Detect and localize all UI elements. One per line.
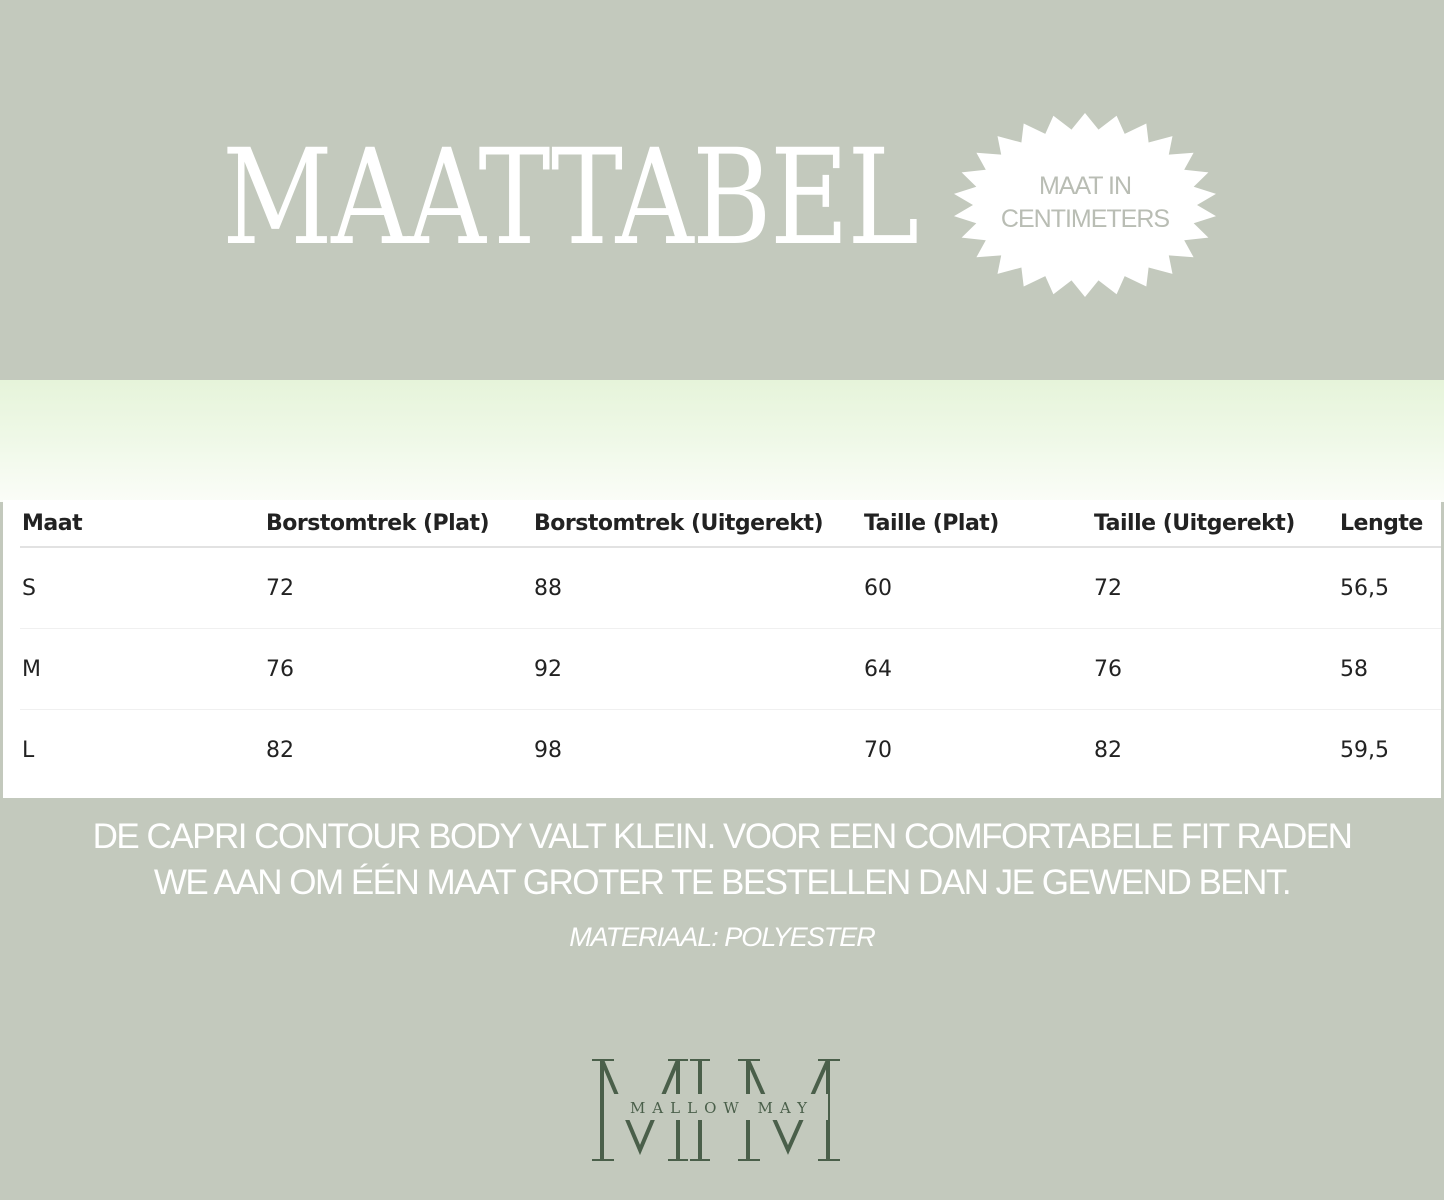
table-cell: 58: [1338, 629, 1441, 710]
size-table-panel: [3, 500, 1441, 798]
brand-name: MALLOW MAY: [629, 1099, 815, 1117]
header-taille-plat: Taille (Plat): [862, 500, 1092, 547]
header-band: [0, 380, 1444, 502]
table-cell: M: [20, 629, 264, 710]
header-borstomtrek-plat: Borstomtrek (Plat): [264, 500, 532, 547]
fit-advice-line-2: WE AAN OM ÉÉN MAAT GROTER TE BESTELLEN DAN JE GEWEND BENT.: [153, 863, 1291, 902]
badge-text: [952, 170, 1218, 236]
table-cell: 60: [862, 547, 1092, 629]
table-cell: 76: [1092, 629, 1338, 710]
badge-line-2: CENTIMETERS: [1000, 205, 1170, 233]
table-cell: S: [20, 547, 264, 629]
table-row: [20, 547, 1441, 629]
table-cell: 88: [532, 547, 862, 629]
unit-badge: [952, 112, 1218, 298]
table-cell: 98: [534, 737, 562, 763]
table-cell: 72: [264, 547, 532, 629]
table-cell: 70: [864, 737, 892, 763]
header-taille-uitgerekt: Taille (Uitgerekt): [1092, 500, 1338, 547]
table-cell: 82: [1094, 737, 1122, 763]
header-borstomtrek-uitgerekt: Borstomtrek (Uitgerekt): [532, 500, 862, 547]
brand-logo: [588, 1052, 856, 1168]
table-cell: 72: [1092, 547, 1338, 629]
table-cell: 76: [264, 629, 532, 710]
table-row: [20, 629, 1441, 710]
header-maat: Maat: [20, 500, 264, 547]
table-cell: L: [22, 737, 35, 763]
material-info: MATERIAAL: POLYESTER: [569, 922, 875, 952]
table-cell: 82: [266, 737, 294, 763]
fit-advice-line-1: DE CAPRI CONTOUR BODY VALT KLEIN. VOOR EEN COMFORTABELE FIT RADEN: [92, 817, 1352, 856]
table-header-row: [20, 500, 1441, 547]
table-row: [20, 710, 1441, 791]
table-cell: 64: [862, 629, 1092, 710]
fit-advice-note: [0, 814, 1444, 906]
table-cell: 59,5: [1340, 737, 1389, 763]
page-title: MAATTABEL: [222, 121, 918, 275]
table-cell: 56,5: [1338, 547, 1441, 629]
size-table: [20, 500, 1441, 790]
table-cell: 92: [532, 629, 862, 710]
header-lengte: Lengte: [1338, 500, 1441, 547]
badge-line-1: MAAT IN: [1038, 172, 1132, 200]
